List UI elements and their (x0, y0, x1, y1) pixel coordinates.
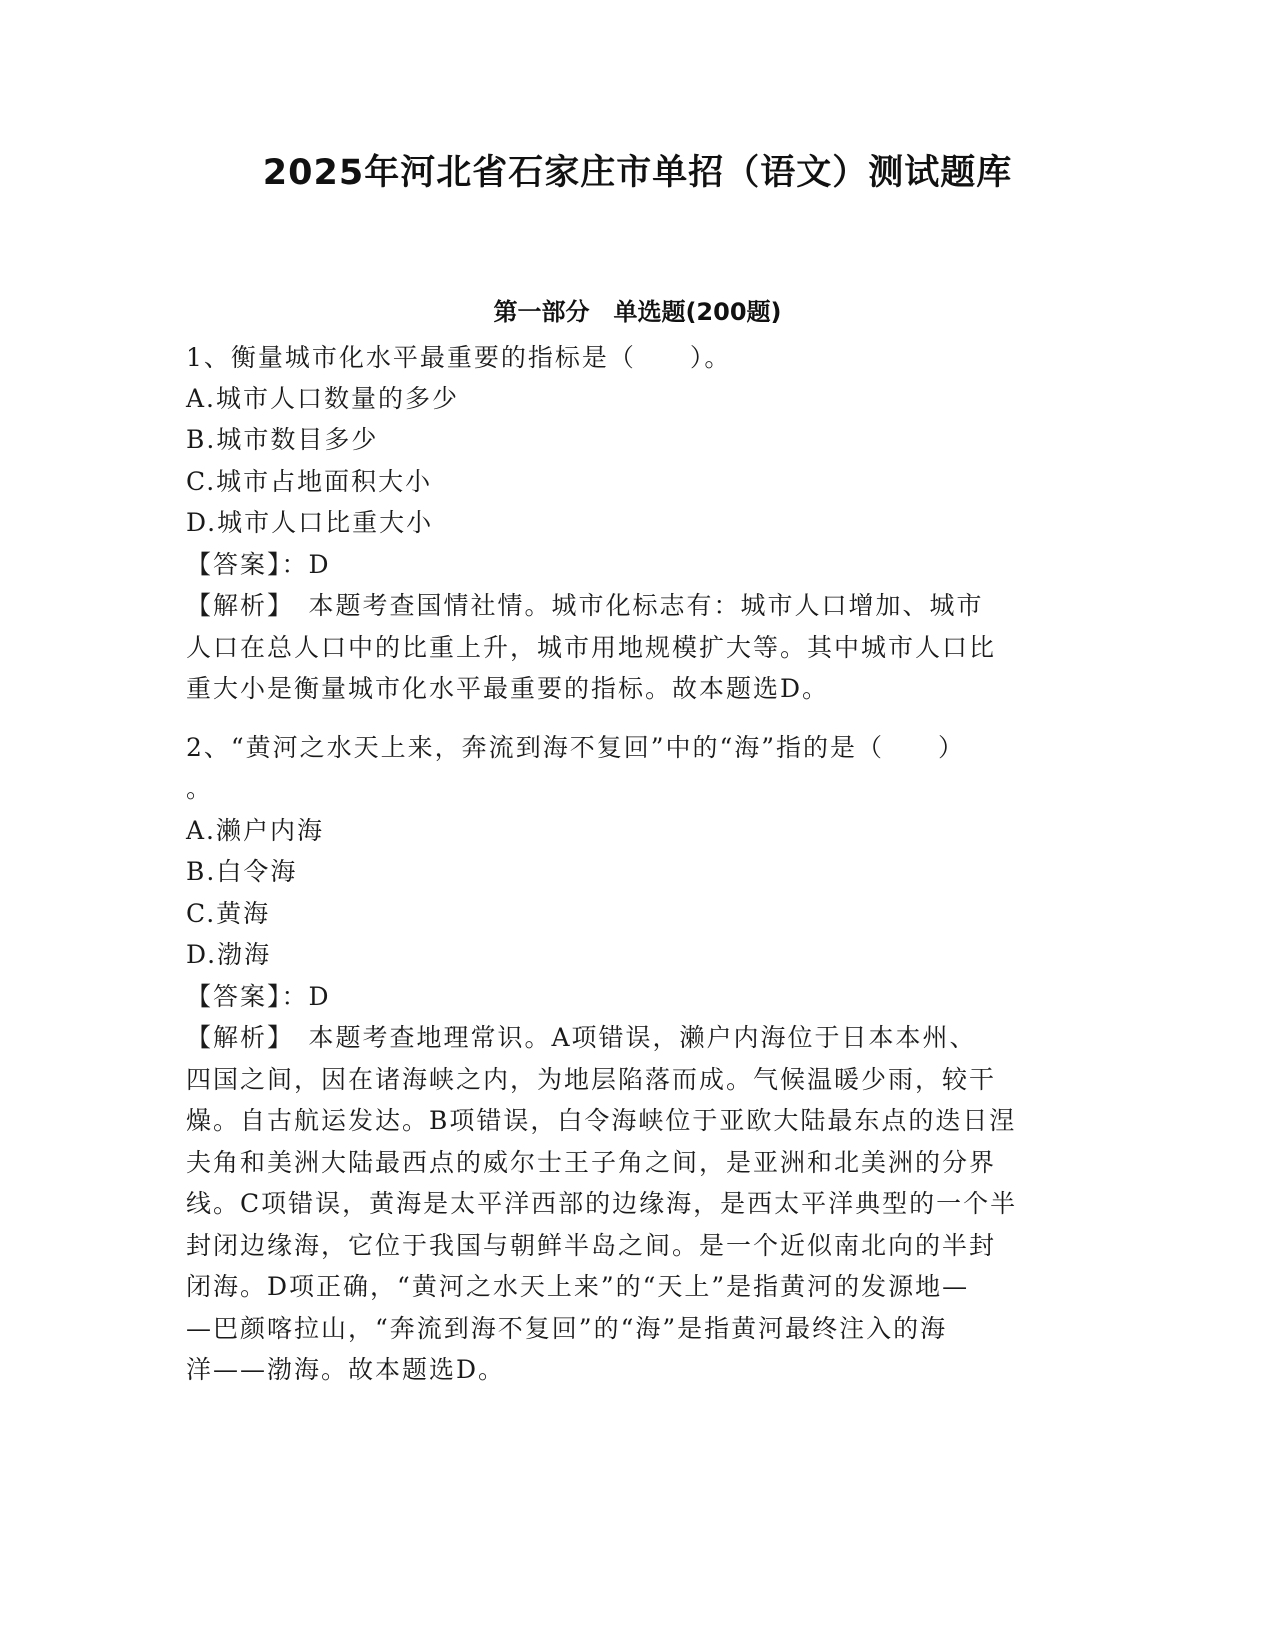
question-2-answer: 【答案】：D (186, 982, 331, 1011)
section-heading: 第一部分 单选题(200题) (493, 298, 782, 326)
question-1-option-a: A.城市人口数量的多少 (186, 384, 460, 413)
question-1-answer: 【答案】：D (186, 550, 331, 579)
question-2-option-b: B.白令海 (186, 857, 298, 886)
question-2-analysis-line: 线。C项错误，黄海是太平洋西部的边缘海，是西太平洋典型的一个半 (186, 1189, 1018, 1218)
question-2-stem: 2、“黄河之水天上来，奔流到海不复回”中的“海”指的是（ ） (186, 733, 966, 762)
question-1-analysis-line: 重大小是衡量城市化水平最重要的指标。故本题选D。 (186, 674, 830, 703)
question-2-analysis-line: 【解析】 本题考查地理常识。A项错误，濑户内海位于日本本州、 (186, 1023, 977, 1052)
question-2-analysis-line: 四国之间，因在诸海峡之内，为地层陷落而成。气候温暖少雨，较干 (186, 1065, 997, 1094)
question-2-analysis-line: 洋——渤海。故本题选D。 (186, 1355, 506, 1384)
question-2-option-a: A.濑户内海 (186, 816, 325, 845)
question-2-analysis-line: 封闭边缘海，它位于我国与朝鲜半岛之间。是一个近似南北向的半封 (186, 1231, 997, 1260)
question-1-analysis-line: 【解析】 本题考查国情社情。城市化标志有：城市人口增加、城市 (186, 591, 984, 620)
question-2-option-c: C.黄海 (186, 899, 271, 928)
question-2-analysis-line: 燥。自古航运发达。B项错误，白令海峡位于亚欧大陆最东点的迭日涅 (186, 1106, 1017, 1135)
question-1-option-b: B.城市数目多少 (186, 425, 379, 454)
question-2-analysis-line: —巴颜喀拉山，“奔流到海不复回”的“海”是指黄河最终注入的海 (186, 1314, 948, 1343)
question-1-option-c: C.城市占地面积大小 (186, 467, 433, 496)
question-2-option-d: D.渤海 (186, 940, 272, 969)
question-2-analysis-line: 闭海。D项正确，“黄河之水天上来”的“天上”是指黄河的发源地— (186, 1272, 970, 1301)
question-1-option-d: D.城市人口比重大小 (186, 508, 434, 537)
question-2-stem-continued: 。 (186, 774, 214, 803)
document-title: 2025年河北省石家庄市单招（语文）测试题库 (262, 153, 1013, 193)
question-1-stem: 1、衡量城市化水平最重要的指标是（ ）。 (186, 343, 732, 372)
question-1-analysis-line: 人口在总人口中的比重上升，城市用地规模扩大等。其中城市人口比 (186, 633, 997, 662)
question-2-analysis-line: 夫角和美洲大陆最西点的威尔士王子角之间，是亚洲和北美洲的分界 (186, 1148, 997, 1177)
